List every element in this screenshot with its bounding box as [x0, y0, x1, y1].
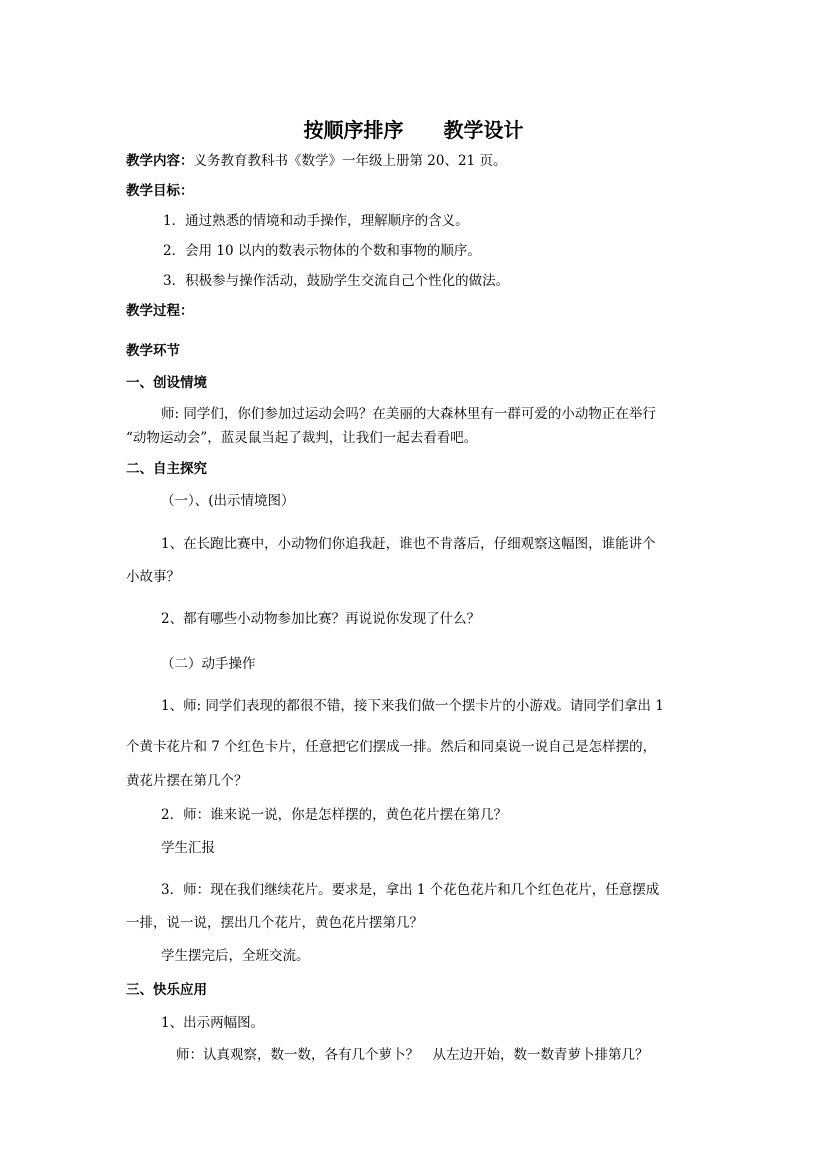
operation-1-line-2: 个黄卡花片和 7 个红色卡片，任意把它们摆成一排。然后和同桌说一说自己是怎样摆的，: [126, 739, 657, 755]
goal-item-3: 3．积极参与操作活动，鼓励学生交流自己个性化的做法。: [163, 273, 510, 289]
operation-1-line-1: 1、师: 同学们表现的都很不错，接下来我们做一个摆卡片的小游戏。请同学们拿出 1: [161, 698, 664, 714]
application-item-1: 1、出示两幅图。: [161, 1015, 265, 1031]
section-3-heading: 三、快乐应用: [126, 982, 207, 998]
stage-label: 教学环节: [126, 343, 180, 359]
goal-item-2: 2．会用 10 以内的数表示物体的个数和事物的顺序。: [163, 243, 481, 259]
operation-3-line-1: 3．师：现在我们继续花片。要求是，拿出 1 个花色花片和几个红色花片，任意摆成: [161, 882, 660, 898]
content-line: [126, 152, 506, 170]
process-label: 教学过程：: [126, 303, 194, 319]
section-1-paragraph-line-2: “动物运动会”，蓝灵鼠当起了裁判，让我们一起去看看吧。: [126, 430, 478, 446]
goals-label: 教学目标：: [126, 183, 194, 199]
question-1-line-1: 1、在长跑比赛中，小动物们你追我赶，谁也不肯落后，仔细观察这幅图，谁能讲个: [161, 536, 656, 552]
section-1-paragraph-line-1: 师: 同学们，你们参加过运动会吗？在美丽的大森林里有一群可爱的小动物正在举行: [161, 406, 656, 422]
section-2-subheading-1: （一）、(出示情境图）: [161, 493, 295, 509]
application-item-2: 师：认真观察，数一数，各有几个萝卜？ 从左边开始，数一数青萝卜排第几？: [176, 1047, 649, 1063]
content-label: 教学内容：: [126, 153, 194, 169]
operation-1-line-3: 黄花片摆在第几个？: [126, 773, 248, 789]
document-title: 按顺序排序 教学设计: [303, 118, 524, 142]
goal-item-1: 1．通过熟悉的情境和动手操作，理解顺序的含义。: [163, 213, 469, 229]
section-1-heading: 一、创设情境: [126, 375, 207, 391]
question-2: 2、都有哪些小动物参加比赛？再说说你发现了什么？: [161, 611, 481, 627]
question-1-line-2: 小故事？: [126, 569, 180, 585]
content-text: 义务教育教科书《数学》一年级上册第 20、21 页。: [193, 153, 507, 169]
section-2-subheading-2: （二）动手操作: [161, 656, 256, 672]
operation-2-response: 学生汇报: [161, 840, 215, 856]
section-2-heading: 二、自主探究: [126, 461, 207, 477]
operation-3-line-2: 一排，说一说，摆出几个花片，黄色花片摆第几？: [126, 915, 423, 931]
operation-2: 2．师：谁来说一说，你是怎样摆的，黄色花片摆在第几？: [161, 807, 508, 823]
operation-3-response: 学生摆完后，全班交流。: [161, 948, 310, 964]
